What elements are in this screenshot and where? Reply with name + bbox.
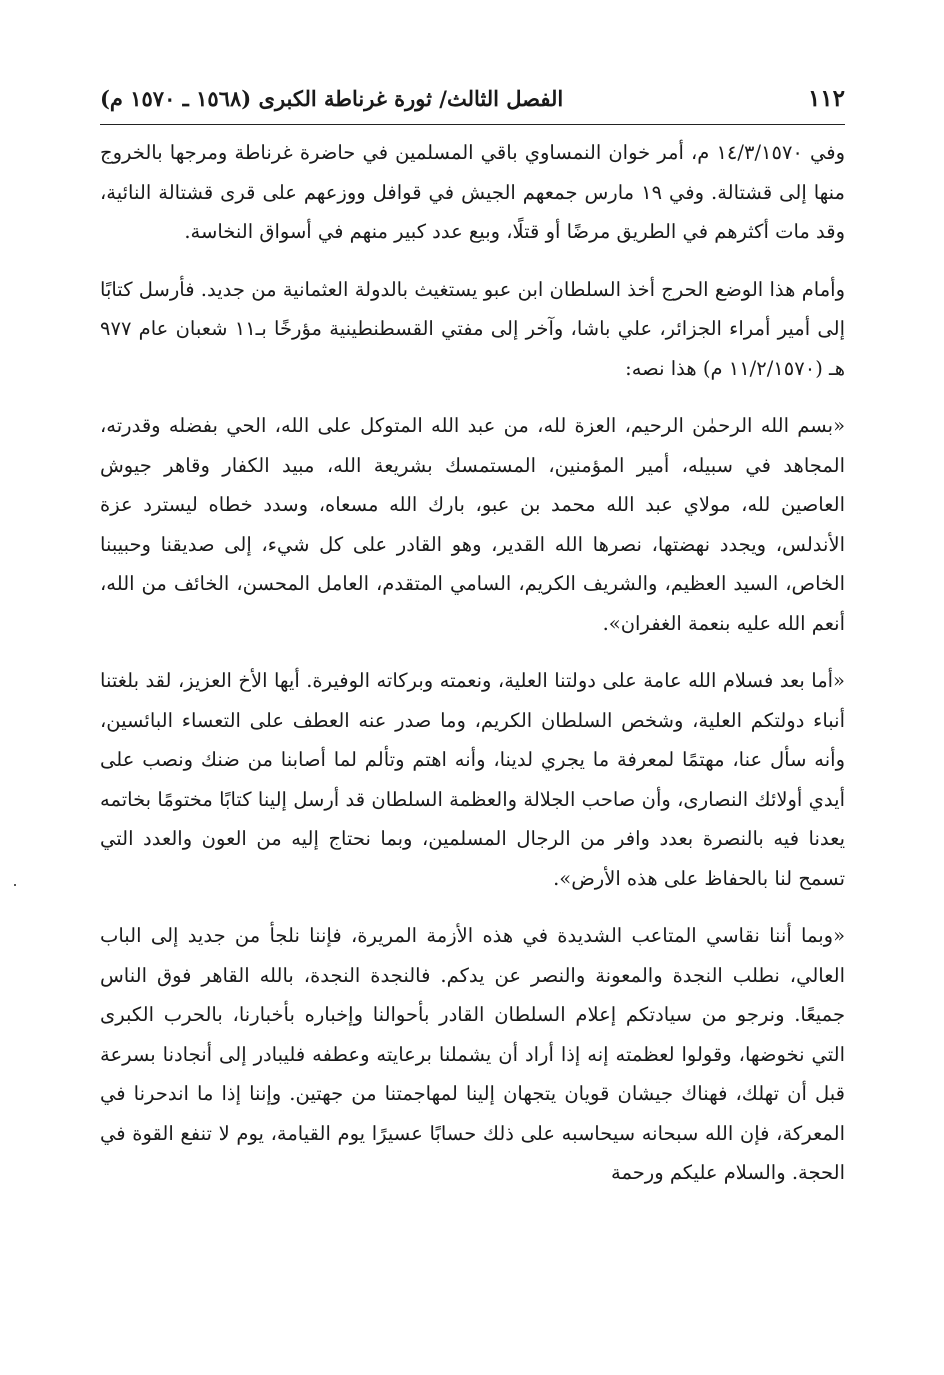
- header-rule: [100, 124, 845, 125]
- scan-speck: [14, 884, 16, 886]
- body-text: [100, 133, 845, 1211]
- paragraph-letter-body: «أما بعد فسلام الله عامة على دولتنا العلية، ونعمته وبركاته الوفيرة. أيها الأخ العزيز، لقد بلغتنا أنباء دولتكم العلية، وشخص السلطان الكريم، وما صدر عنه العطف على التعساء البائسين، وأنه سأل عنا، مهتمًا لمعرفة ما يجري لدينا، وأنه اهتم وتألم لما أصابنا من ضنك ونصب على أيدي أولائك النصارى، وأن صاحب الجلالة والعظمة السلطان قد أرسل إلينا كتابًا مختومًا بخاتمه يعدنا فيه بالنصرة بعدد وافر من الرجال المسلمين، وبما نحتاج إليه من العون والعدد التي تسمح لنا بالحفاظ على هذه الأرض».: [100, 669, 845, 890]
- paragraph-letter-plea: «وبما أننا نقاسي المتاعب الشديدة في هذه الأزمة المريرة، فإننا نلجأ من جديد إلى الباب العالي، نطلب النجدة والمعونة والنصر عن يدكم. فالنجدة النجدة، بالله القاهر فوق الناس جميعًا. ونرجو من سيادتكم إعلام السلطان القادر بأحوالنا وإخباره بأخبارنا، بالحرب الكبرى التي نخوضها، وقولوا لعظمته إنه إذا أراد أن يشملنا برعايته وعطفه فليبادر إلى أنجادنا بسرعة قبل أن تهلك، فهناك جيشان قويان يتجهان إلينا لمهاجمتنا من جهتين. وإننا إذا ما اندحرنا في المعركة، فإن الله سبحانه سيحاسبه على ذلك حسابًا عسيرًا يوم القيامة، يوم لا تنفع القوة في الحجة. والسلام عليكم ورحمة: [100, 924, 845, 1184]
- paragraph-appeal-ottomans: وأمام هذا الوضع الحرج أخذ السلطان ابن عبو يستغيث بالدولة العثمانية من جديد. فأرسل كتابًا إلى أمير أمراء الجزائر، علي باشا، وآخر إلى مفتي القسطنطينية مؤرخًا بـ١١ شعبان عام ٩٧٧ هـ (١١/٢/١٥٧٠ م) هذا نصه:: [100, 277, 845, 380]
- chapter-title: الفصل الثالث/ ثورة غرناطة الكبرى (١٥٦٨ ـ ١٥٧٠ م): [100, 85, 564, 111]
- paragraph-expulsion: وفي ١٤/٣/١٥٧٠ م، أمر خوان النمساوي باقي المسلمين في حاضرة غرناطة ومرجها بالخروج منها إلى قشتالة. وفي ١٩ مارس جمعهم الجيش في قوافل ووزعهم على قرى قشتالة النائية، وقد مات أكثرهم في الطريق مرضًا أو قتلًا، وبيع عدد كبير منهم في أسواق النخاسة.: [100, 141, 846, 243]
- paragraph-letter-salutation: «بسم الله الرحمٰن الرحيم، العزة لله، من عبد الله المتوكل على الله، الحي بفضله وقدرته، المجاهد في سبيله، أمير المؤمنين، المستمسك بشريعة الله، مبيد الكفار وقاهر جيوش العاصين لله، مولاي عبد الله محمد بن عبو، بارك الله مسعاه، وسدد خطاه ليسترد عزة الأندلس، ويجدد نهضتها، نصرها الله القدير، وهو القادر على كل شيء، إلى صديقنا وحبيبنا الخاص، السيد العظيم، والشريف الكريم، السامي المتقدم، العامل المحسن، الخائف من الله، أنعم الله عليه بنعمة الغفران».: [100, 414, 845, 635]
- page-number: ١١٢: [807, 84, 845, 112]
- running-header: [100, 78, 845, 118]
